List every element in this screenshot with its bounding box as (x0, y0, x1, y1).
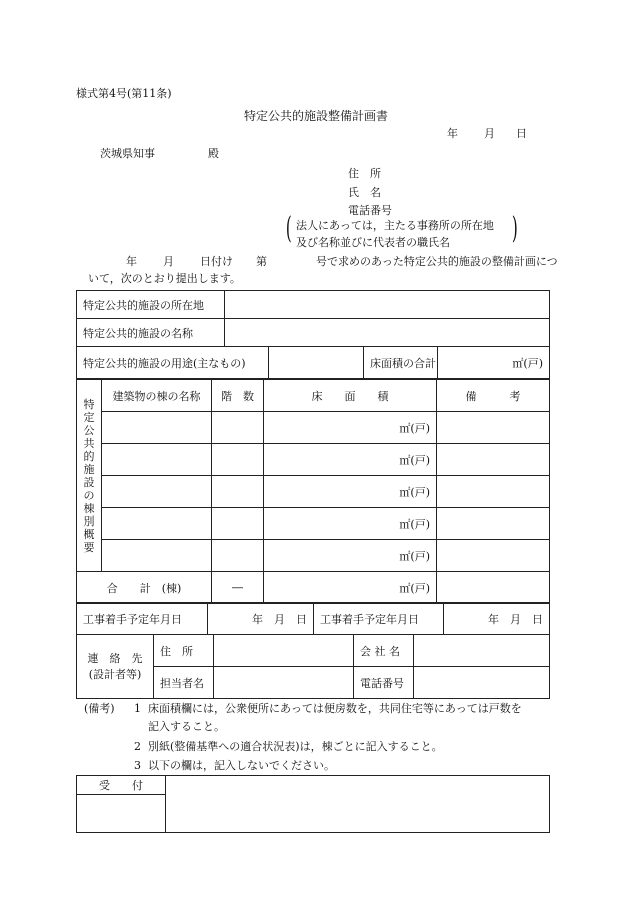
floors-cell[interactable] (212, 508, 264, 540)
remarks-cell[interactable] (437, 444, 550, 476)
area-unit: ㎡(戸) (399, 421, 430, 435)
note-2-text: 別紙(整備基準への適合状況表)は，棟ごとに記入すること。 (148, 740, 443, 753)
side-char: 別 (83, 514, 95, 528)
total-area-unit: ㎡(戸) (399, 581, 430, 595)
area-header: 床 面 積 (264, 380, 437, 412)
page-title: 特定公共的施設整備計画書 (244, 109, 389, 123)
planned-start-date-2[interactable]: 年 月 日 (444, 603, 550, 635)
side-char: 設 (83, 475, 95, 489)
note-3-text: 以下の欄は，記入しないでください。 (148, 759, 335, 772)
row-name (77, 319, 550, 347)
side-char: の (83, 488, 95, 502)
corp-note-line2: 及び名称並びに代表者の職氏名 (296, 236, 450, 249)
side-char: 的 (83, 449, 95, 463)
building-header-row (77, 380, 550, 412)
contact-label-line2: (設計者等) (88, 667, 142, 681)
row-location (77, 291, 550, 319)
side-char: 公 (83, 423, 95, 437)
building-row (77, 508, 550, 540)
building-name-cell[interactable] (102, 476, 212, 508)
remarks-cell[interactable] (437, 540, 550, 572)
building-row (77, 444, 550, 476)
addressee-name: 茨城県知事 (100, 147, 155, 160)
reception-table (76, 775, 550, 833)
contact-person-label: 担当者名 (154, 667, 214, 699)
area-unit: ㎡(戸) (399, 549, 430, 563)
intro-date-suffix: 日付け (200, 255, 233, 268)
intro-rest: 号で求めのあった特定公共的施設の整備計画につ (316, 255, 558, 268)
total-label: 合 計 (棟) (77, 572, 212, 604)
remarks-header: 備 考 (437, 380, 550, 412)
applicant-name-label: 氏 名 (348, 186, 381, 199)
contact-address-label: 住 所 (154, 635, 214, 667)
notes-prefix: (備考) (84, 702, 115, 715)
side-label (77, 398, 101, 554)
form-number: 様式第4号(第11条) (76, 87, 172, 100)
side-char: 施 (83, 462, 95, 476)
row-use (77, 347, 550, 379)
contact-person-value[interactable] (214, 667, 354, 699)
total-floors: ― (212, 572, 264, 604)
bracket-left: ( (285, 211, 292, 246)
building-name-cell[interactable] (102, 540, 212, 572)
contact-address-value[interactable] (214, 635, 354, 667)
planned-start-table (76, 602, 550, 635)
corp-note-line1: 法人にあっては，主たる事務所の所在地 (296, 219, 494, 232)
note-1-num: 1 (134, 702, 141, 715)
use-label: 特定公共的施設の用途(主なもの) (77, 347, 269, 379)
floors-cell[interactable] (212, 444, 264, 476)
floors-cell[interactable] (212, 476, 264, 508)
contact-phone-label: 電話番号 (354, 667, 414, 699)
total-area-label: 床面積の合計 (364, 347, 438, 379)
location-value[interactable] (225, 291, 550, 319)
planned-start-label-1: 工事着手予定年月日 (77, 603, 208, 635)
side-char: 定 (83, 410, 95, 424)
area-unit: ㎡(戸) (399, 453, 430, 467)
intro-month: 月 (163, 255, 174, 268)
building-overview-table (76, 379, 550, 604)
facility-info-table (76, 290, 550, 379)
contact-label-line1: 連 絡 先 (87, 651, 143, 665)
floors-cell[interactable] (212, 412, 264, 444)
side-label-cell (77, 380, 102, 572)
applicant-phone-label: 電話番号 (348, 204, 392, 217)
use-value[interactable] (269, 347, 364, 379)
note-3-num: 3 (134, 759, 141, 772)
area-cell[interactable] (264, 476, 437, 508)
contact-company-value[interactable] (414, 635, 550, 667)
reception-area[interactable] (166, 776, 550, 833)
note-1-cont: 記入すること。 (148, 720, 225, 733)
note-1-text: 床面積欄には，公衆便所にあっては便房数を，共同住宅等にあっては戸数を (148, 702, 522, 715)
date-year: 年 (447, 127, 458, 140)
contact-table (76, 634, 550, 699)
addressee-honorific: 殿 (208, 147, 219, 160)
remarks-cell[interactable] (437, 476, 550, 508)
area-unit: ㎡(戸) (399, 485, 430, 499)
building-name-cell[interactable] (102, 412, 212, 444)
area-unit: ㎡(戸) (399, 517, 430, 531)
date-month: 月 (484, 127, 495, 140)
reception-stamp-cell[interactable] (77, 795, 166, 833)
floors-cell[interactable] (212, 540, 264, 572)
floors-header: 階 数 (212, 380, 264, 412)
building-row (77, 476, 550, 508)
note-2-num: 2 (134, 740, 141, 753)
total-row (77, 572, 550, 604)
building-row (77, 412, 550, 444)
building-name-header: 建築物の棟の名称 (102, 380, 212, 412)
area-cell[interactable] (264, 508, 437, 540)
applicant-address-label: 住 所 (348, 167, 381, 180)
area-cell[interactable] (264, 412, 437, 444)
building-name-cell[interactable] (102, 508, 212, 540)
location-label: 特定公共的施設の所在地 (77, 291, 225, 319)
total-area-unit: ㎡(戸) (512, 356, 543, 370)
planned-start-row (77, 603, 550, 635)
side-char: 特 (83, 397, 95, 411)
reception-label: 受 付 (77, 776, 166, 795)
total-remarks-cell[interactable] (437, 572, 550, 604)
side-char: 要 (83, 540, 95, 554)
building-name-cell[interactable] (102, 444, 212, 476)
area-cell[interactable] (264, 540, 437, 572)
date-day: 日 (516, 127, 527, 140)
side-char: 概 (83, 527, 95, 541)
total-area-cell[interactable] (264, 572, 437, 604)
contact-label-cell (77, 635, 154, 699)
side-char: 棟 (83, 501, 95, 515)
intro-line2: いて，次のとおり提出します。 (88, 272, 241, 285)
intro-dai: 第 (256, 255, 267, 268)
reception-header-row (77, 776, 550, 795)
remarks-cell[interactable] (437, 508, 550, 540)
contact-company-label: 会 社 名 (354, 635, 414, 667)
facility-name-value[interactable] (225, 319, 550, 347)
side-char: 共 (83, 436, 95, 450)
facility-name-label: 特定公共的施設の名称 (77, 319, 225, 347)
bracket-right: ) (511, 211, 518, 246)
contact-row-1 (77, 635, 550, 667)
remarks-cell[interactable] (437, 412, 550, 444)
building-row (77, 540, 550, 572)
planned-start-date-1[interactable]: 年 月 日 (208, 603, 314, 635)
intro-year: 年 (126, 255, 137, 268)
contact-phone-value[interactable] (414, 667, 550, 699)
total-area-value[interactable] (438, 347, 550, 379)
planned-start-label-2: 工事着手予定年月日 (314, 603, 444, 635)
area-cell[interactable] (264, 444, 437, 476)
